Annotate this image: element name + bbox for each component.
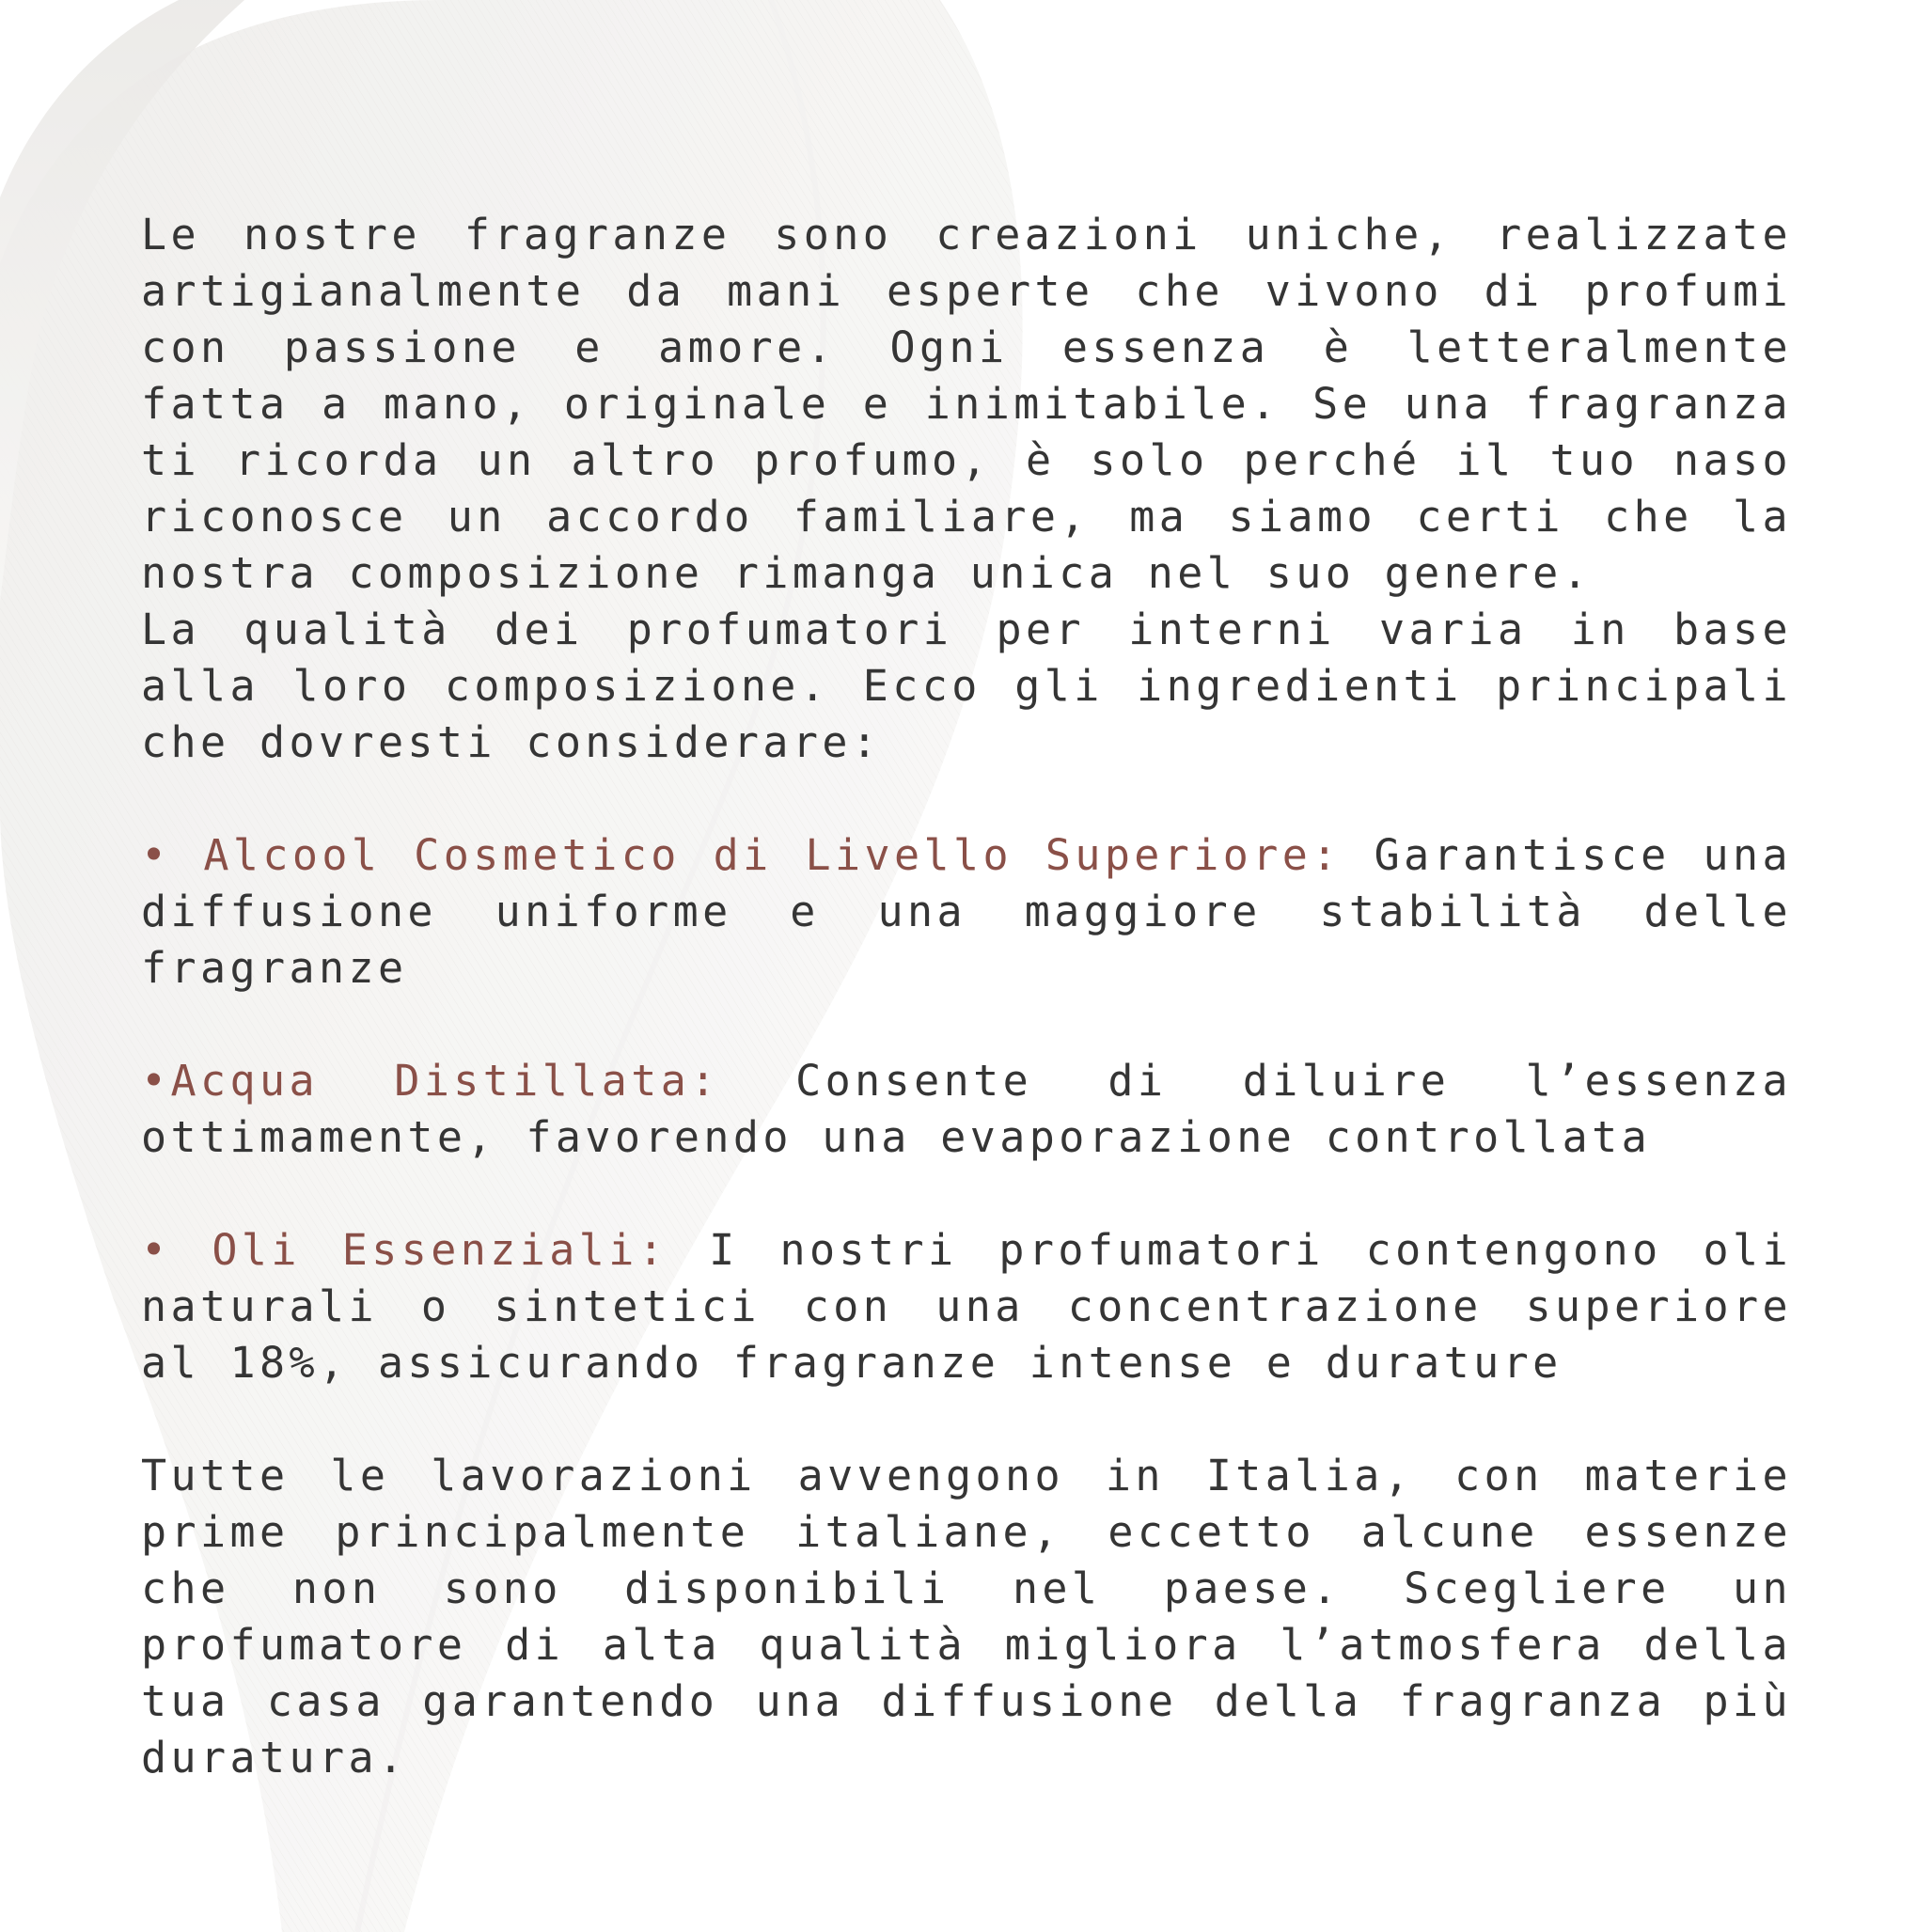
intro-paragraph-2: La qualità dei profumatori per interni varia in base alla loro composizione. Ecco gli ingredienti principali che dovresti considerare: xyxy=(141,605,1792,767)
ingredient-oli xyxy=(141,1222,1792,1391)
ingredient-description: Garantisce una diffusione uniforme e una maggiore stabilità delle fragranze xyxy=(141,830,1792,993)
bullet-icon: • xyxy=(141,1225,171,1275)
ingredient-term: Alcool Cosmetico di Livello Superiore: xyxy=(203,830,1342,880)
spacer xyxy=(141,997,1792,1053)
spacer xyxy=(141,1166,1792,1222)
closing-paragraph: Tutte le lavorazioni avvengono in Italia, con materie prime principalmente italiane, eccetto alcune essenze che non sono disponibili nel paese. Scegliere un profumatore di alta qualità migliora l’atmosfera della tua casa garantendo una diffusione della fragranza più duratura. xyxy=(141,1451,1792,1783)
ingredient-description: I nostri profumatori contengono oli naturali o sintetici con una concentrazione superiore al 18%, assicurando fragranze intense e durature xyxy=(141,1225,1792,1388)
ingredient-acqua xyxy=(141,1053,1792,1166)
ingredient-term: Oli Essenziali: xyxy=(212,1225,668,1275)
spacer xyxy=(141,771,1792,827)
ingredient-term: Acqua Distillata: xyxy=(170,1056,720,1106)
spacer xyxy=(141,1391,1792,1448)
intro-paragraph-1: Le nostre fragranze sono creazioni uniche, realizzate artigianalmente da mani esperte che vivono di profumi con passione e amore. Ogni essenza è letteralmente fatta a mano, originale e inimitabile. Se una fragranza ti ricorda un altro profumo, è solo perché il tuo naso riconosce un accordo familiare, ma siamo certi che la nostra composizione rimanga unica nel suo genere. xyxy=(141,210,1792,598)
text-content xyxy=(141,207,1792,1786)
bullet-icon: • xyxy=(141,830,171,880)
ingredient-alcool xyxy=(141,827,1792,997)
ingredient-description: Consente di diluire l’essenza ottimamente, favorendo una evaporazione controllata xyxy=(141,1056,1793,1162)
bullet-icon: • xyxy=(141,1056,171,1106)
